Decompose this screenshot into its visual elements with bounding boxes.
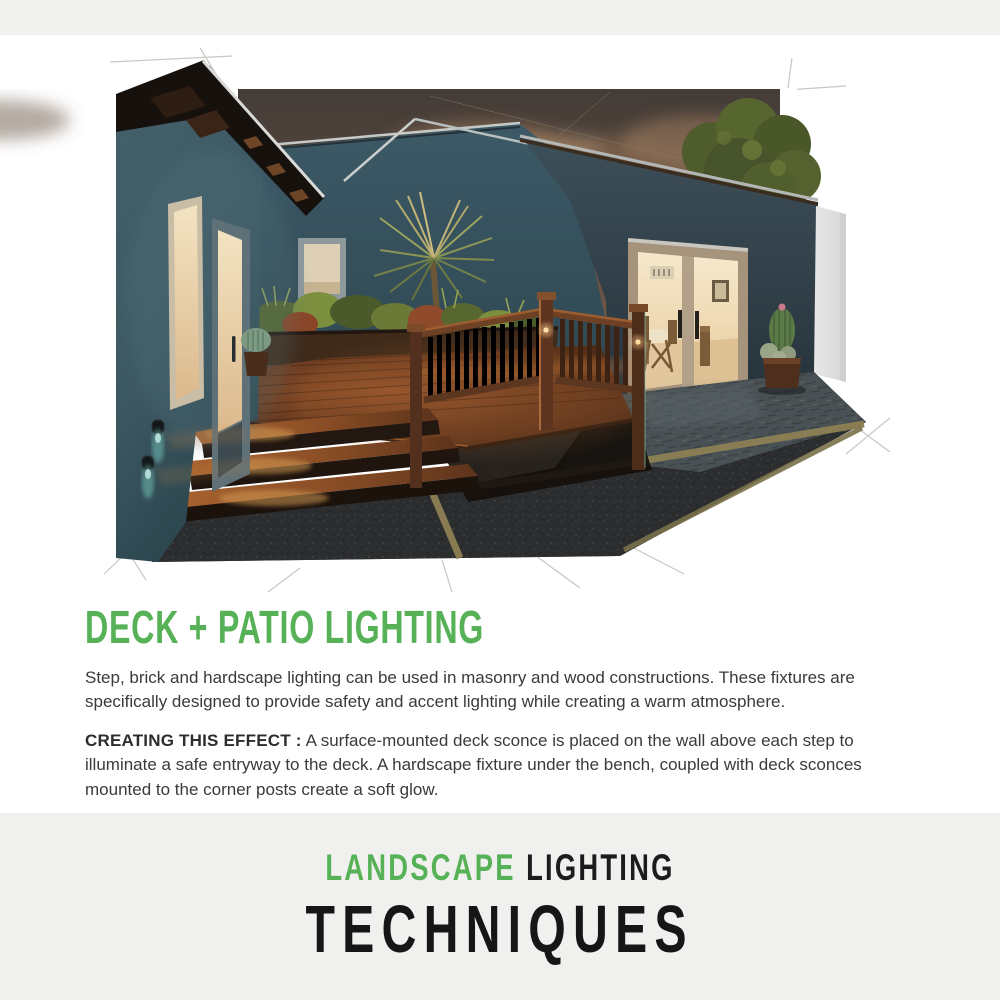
effect-label: CREATING THIS EFFECT : xyxy=(85,731,302,751)
back-window xyxy=(298,238,346,300)
brand-line1 xyxy=(0,847,1000,889)
entry-door xyxy=(212,218,250,492)
brand-landscape: LANDSCAPE xyxy=(325,847,516,888)
entry-window xyxy=(168,196,204,410)
french-doors xyxy=(628,240,748,398)
description-section xyxy=(85,600,900,817)
brand-lighting: LIGHTING xyxy=(526,847,675,888)
brand-techniques: TECHNIQUES xyxy=(305,892,695,967)
door-handle-left xyxy=(678,310,682,338)
brand-line2 xyxy=(0,891,1000,968)
section-title: DECK + PATIO LIGHTING xyxy=(85,601,485,653)
effect-text: A surface-mounted deck sconce is placed on the wall above each step to illuminate a safe entryway to the deck. A hardscape fixture under the bench, coupled with deck sconces mounted to the corner posts create a soft glow. xyxy=(85,731,862,799)
brand-footer xyxy=(0,813,1000,1000)
effect-paragraph xyxy=(85,729,900,801)
door-handle-right xyxy=(695,311,699,339)
cactus-flower xyxy=(779,304,786,311)
intro-paragraph: Step, brick and hardscape lighting can be used in masonry and wood constructions. These fixtures are specifically designed to provide safety and accent lighting while creating a warm atmosphere. xyxy=(85,668,855,712)
door-handle xyxy=(232,336,236,362)
